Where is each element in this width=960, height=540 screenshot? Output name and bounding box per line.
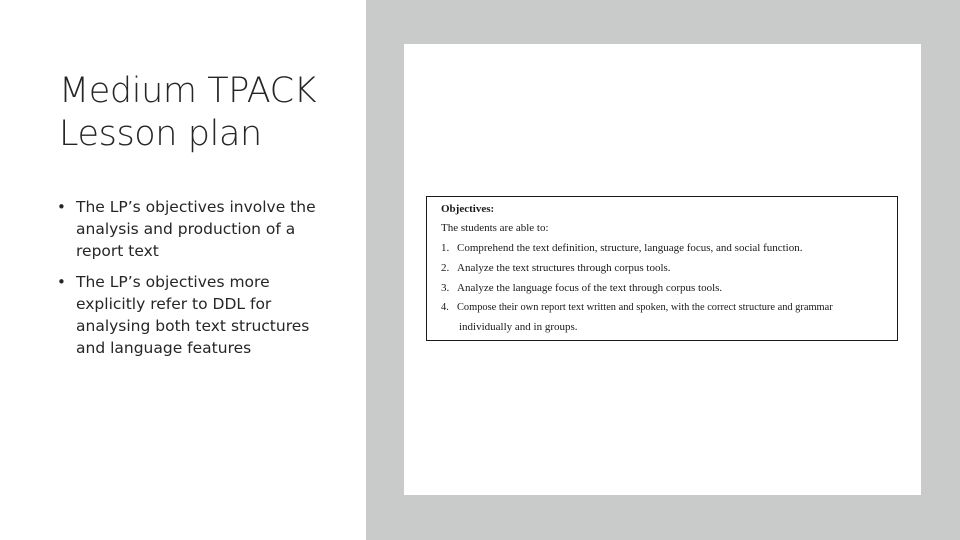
left-text-panel [0, 0, 366, 540]
slide-title-line-2: Lesson plan [59, 114, 262, 154]
objectives-intro: The students are able to: [441, 222, 549, 234]
objective-item [441, 302, 833, 313]
bullet-item [57, 271, 327, 359]
bullet-text: The LP’s objectives involve the analysis and production of a report text [76, 198, 316, 260]
objectives-excerpt [426, 196, 898, 341]
objective-item [441, 242, 803, 254]
objective-text: Analyze the text structures through corpus tools. [457, 262, 671, 274]
bullet-dot-icon: • [57, 198, 66, 216]
objective-number: 1. [441, 242, 450, 254]
slide-title [59, 70, 359, 156]
objective-text: Analyze the language focus of the text through corpus tools. [457, 282, 723, 294]
objective-item-continuation: individually and in groups. [459, 321, 578, 333]
bullet-text: The LP’s objectives more explicitly refer to DDL for analysing both text structures and language features [76, 273, 310, 357]
objectives-heading: Objectives: [441, 203, 495, 215]
bullet-list [57, 196, 327, 368]
bullet-dot-icon: • [57, 273, 66, 291]
objective-item [441, 282, 722, 294]
objective-number: 3. [441, 282, 450, 294]
objective-number: 4. [441, 302, 449, 313]
objective-text: Compose their own report text written and spoken, with the correct structure and grammar [457, 302, 833, 313]
objective-text: Comprehend the text definition, structure, language focus, and social function. [457, 242, 803, 254]
bullet-item [57, 196, 327, 262]
objective-number: 2. [441, 262, 450, 274]
objective-item [441, 262, 671, 274]
slide-title-line-1: Medium TPACK [59, 71, 317, 111]
